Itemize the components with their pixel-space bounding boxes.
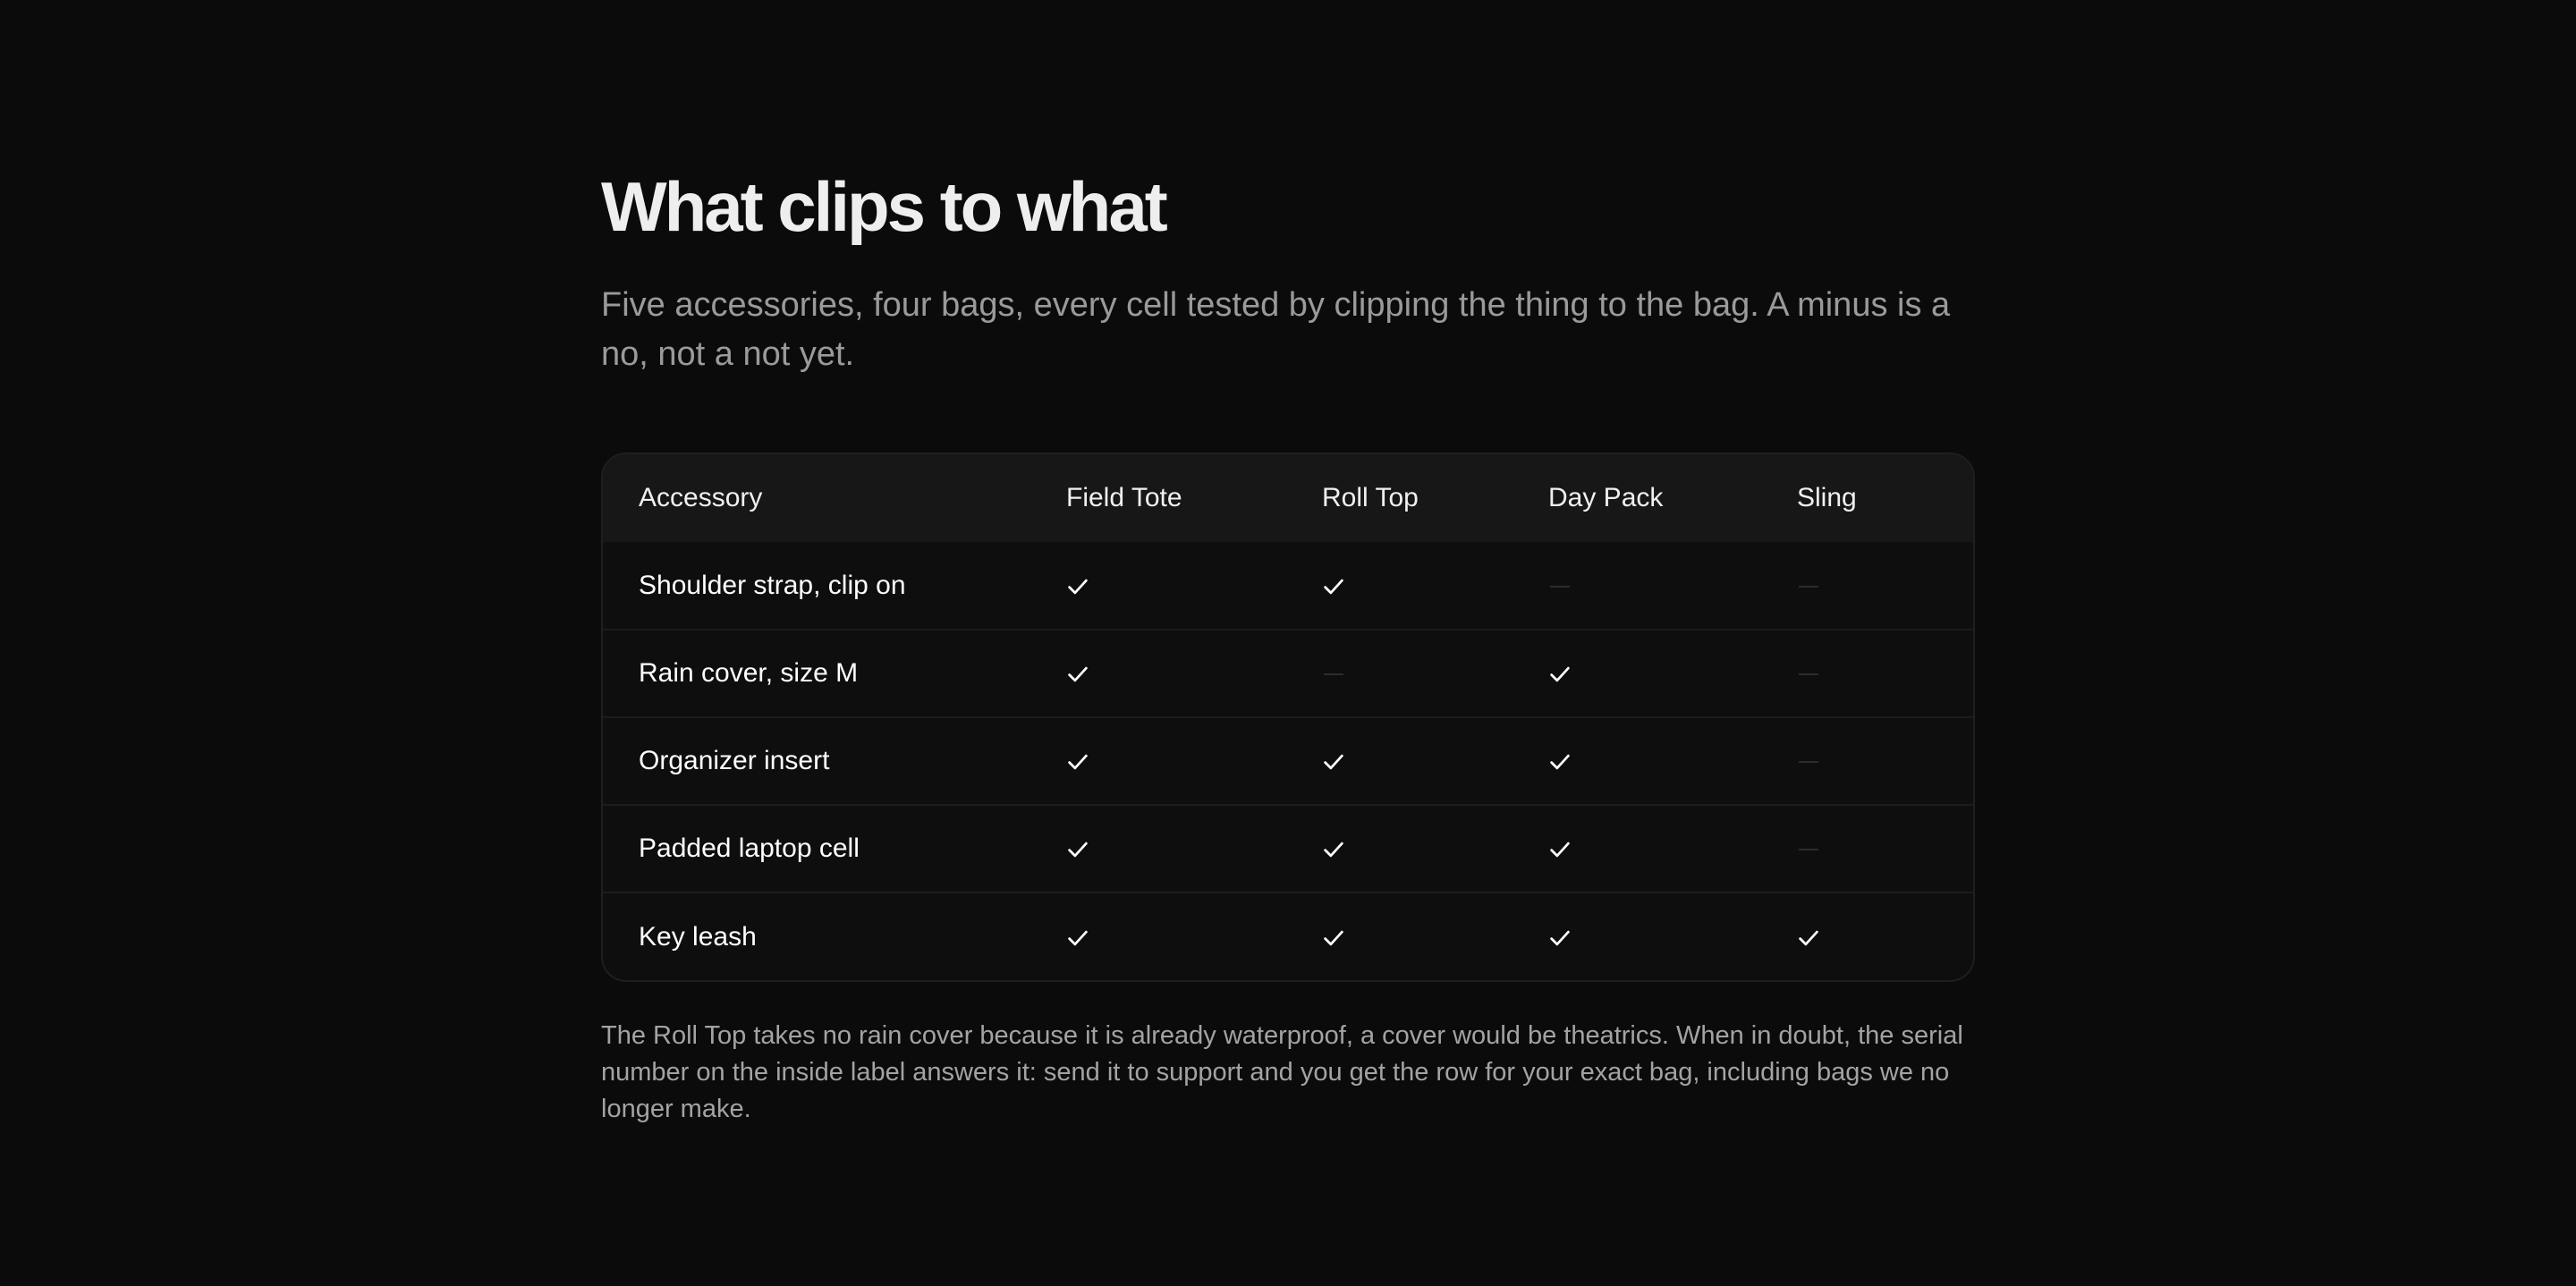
compat-cell [1066,630,1322,717]
accessory-name: Rain cover, size M [603,630,1066,717]
page-subtitle: Five accessories, four bags, every cell tested by clipping the thing to the bag. A minus is a no, not a not yet. [601,286,1951,373]
compat-cell [1066,717,1322,805]
accessory-name: Key leash [603,893,1066,980]
column-header-roll-top: Roll Top [1322,483,1419,512]
column-header-sling: Sling [1797,483,1857,512]
check-icon [1064,925,1091,952]
compat-cell [1322,717,1548,805]
column-header-accessory: Accessory [639,483,763,512]
dash-icon [1324,673,1343,675]
check-icon [1795,925,1822,952]
check-icon [1320,836,1347,863]
check-icon [1320,749,1347,775]
table-row [603,630,1973,717]
compat-cell [1322,805,1548,893]
check-icon [1064,573,1091,600]
dash-icon [1799,586,1818,588]
accessory-name: Padded laptop cell [603,805,1066,893]
compat-cell [1548,630,1797,717]
table-row [603,717,1973,805]
compat-cell [1548,717,1797,805]
table-row [603,805,1973,893]
check-icon [1320,925,1347,952]
accessory-name: Shoulder strap, clip on [639,570,906,600]
compat-cell [1797,805,1973,893]
table-row [603,542,1973,630]
compat-cell [1322,542,1548,630]
column-header-field-tote: Field Tote [1066,483,1182,512]
compat-cell [1548,542,1797,630]
table-header-row [603,454,1973,542]
dash-icon [1799,761,1818,763]
compat-cell [1797,893,1973,980]
compat-cell [1066,893,1322,980]
check-icon [1064,836,1091,863]
table-row [603,893,1973,980]
compatibility-table [601,453,1975,982]
compat-cell [1066,805,1322,893]
compat-cell [1322,893,1548,980]
compat-cell [1548,805,1797,893]
check-icon [1546,661,1573,688]
check-icon [1320,573,1347,600]
table-body [603,542,1973,980]
dash-icon [1550,586,1570,588]
accessory-name: Organizer insert [603,717,1066,805]
check-icon [1064,661,1091,688]
compat-cell [1066,542,1322,630]
check-icon [1546,836,1573,863]
check-icon [1546,925,1573,952]
dash-icon [1799,849,1818,850]
check-icon [1546,749,1573,775]
compat-cell [1322,630,1548,717]
page-title: What clips to what [601,167,1165,246]
compat-cell [1797,630,1973,717]
compat-cell [1548,893,1797,980]
content [601,152,1975,1128]
column-header-day-pack: Day Pack [1548,483,1664,512]
compat-cell [1797,542,1973,630]
footnote: The Roll Top takes no rain cover because it is already waterproof, a cover would be theatrics. When in doubt, the serial number on the inside label answers it: send it to support and you get the row for your exact bag, including bags we no longer make. [601,1021,1963,1123]
check-icon [1064,749,1091,775]
dash-icon [1799,673,1818,675]
compat-cell [1797,717,1973,805]
